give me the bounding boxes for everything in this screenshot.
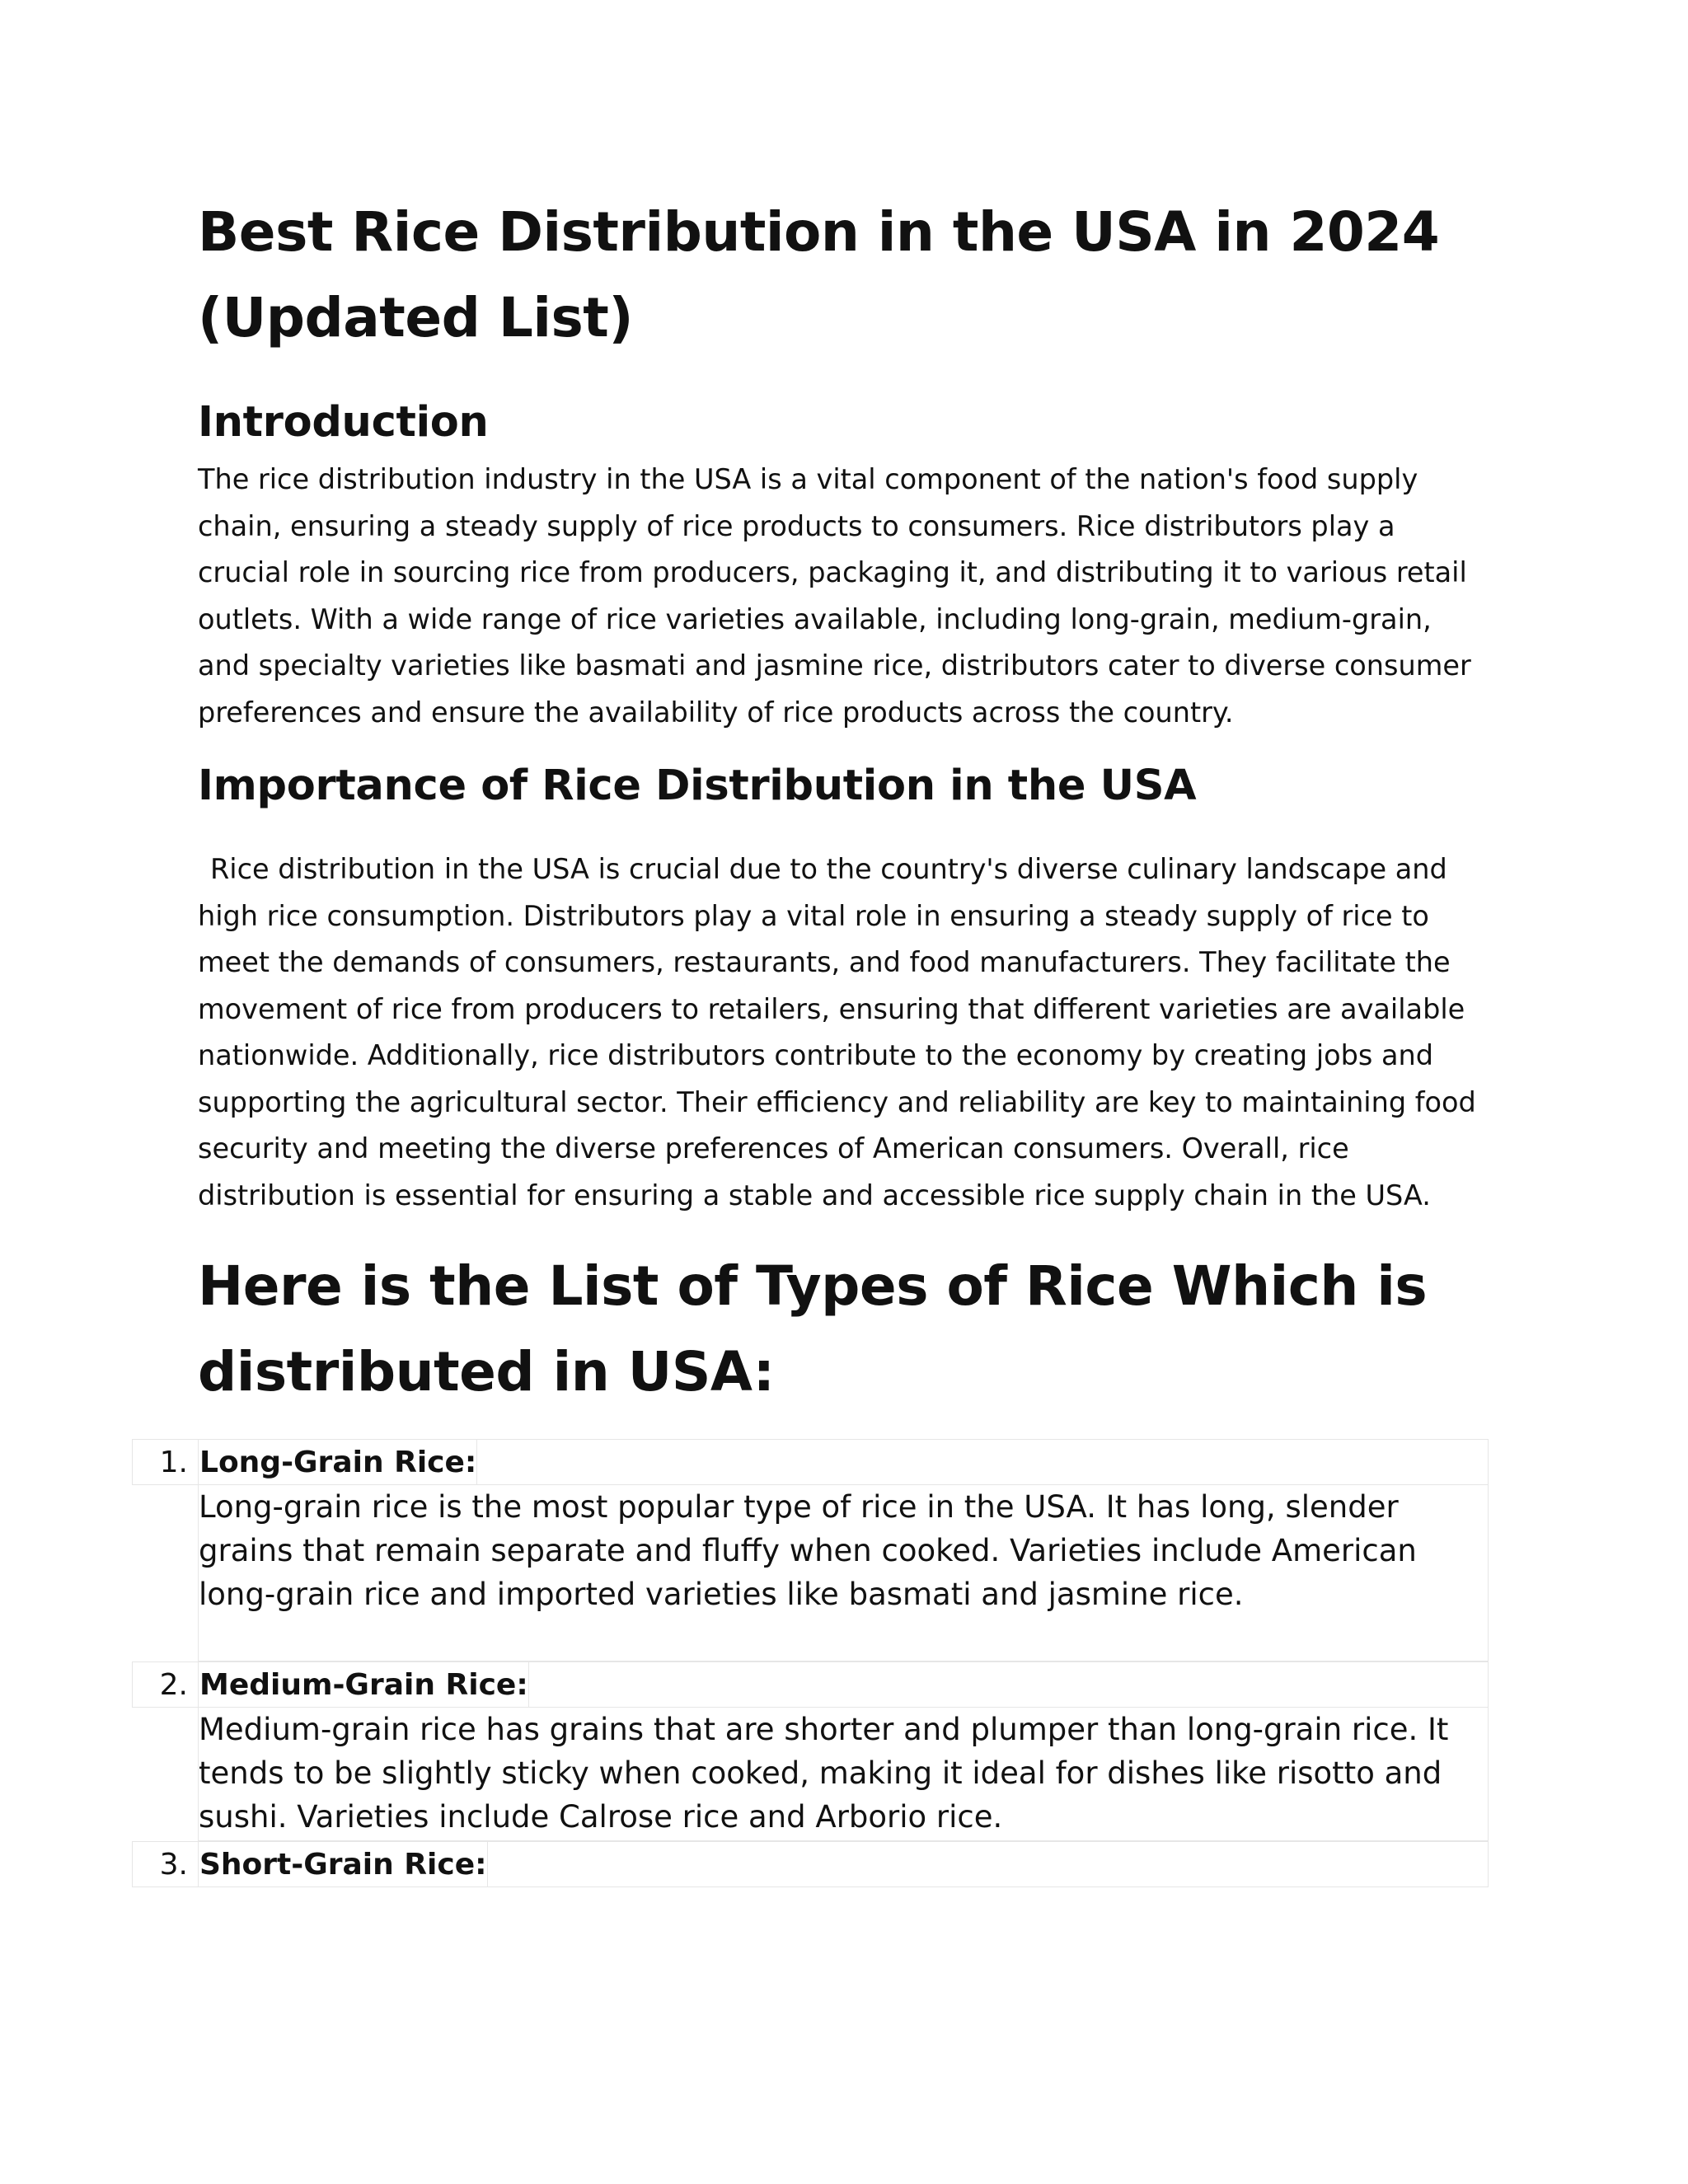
list-item-label: Long-Grain Rice: [198,1439,477,1485]
list-item-label: Short-Grain Rice: [198,1841,488,1887]
list-item-number: 3. [132,1841,198,1887]
list-item-label: Medium-Grain Rice: [198,1661,529,1708]
page-title: Best Rice Distribution in the USA in 2024 (Updated List) [198,200,1440,349]
list-heading: Here is the List of Types of Rice Which is distributed in USA: [198,1254,1428,1404]
rice-types-list [132,1439,1489,1887]
list-item-number: 2. [132,1661,198,1708]
list-item-text: Medium-grain rice has grains that are shorter and plumper than long-grain rice. It tends to be slightly sticky when cooked, making it ideal for dishes like risotto and sushi. Varieties include Calrose rice and Arborio rice. [198,1708,1489,1841]
list-item-number: 1. [132,1439,198,1485]
list-item-header [132,1841,1489,1887]
list-item-text: Long-grain rice is the most popular type of rice in the USA. It has long, slender grains that remain separate and fluffy when cooked. Varieties include American long-grain rice and imported varieties like basmati and jasmine rice. [198,1485,1489,1661]
list-item-header [132,1439,1489,1485]
importance-heading: Importance of Rice Distribution in the USA [198,762,1197,810]
importance-paragraph: Rice distribution in the USA is crucial due to the country's diverse culinary landscape and high rice consumption. Distributors play a vital role in ensuring a steady supply of rice to meet the demands of consumers, restaurants, and food manufacturers. They facilitate the movement of rice from producers to retailers, ensuring that different varieties are available nationwide. Additionally, rice distributors contribute to the economy by creating jobs and supporting the agricultural sector. Their efficiency and reliability are key to maintaining food security and meeting the diverse preferences of American consumers. Overall, rice distribution is essential for ensuring a stable and accessible rice supply chain in the USA. [198,853,1476,1212]
intro-paragraph: The rice distribution industry in the USA is a vital component of the nation's food supply chain, ensuring a steady supply of rice products to consumers. Rice distributors play a crucial role in sourcing rice from producers, packaging it, and distributing it to various retail outlets. With a wide range of rice varieties available, including long-grain, medium-grain, and specialty varieties like basmati and jasmine rice, distributors cater to diverse consumer preferences and ensure the availability of rice products across the country. [198,463,1471,729]
list-item-body [132,1708,1489,1841]
document-content [198,190,1484,1415]
list-item-body [132,1485,1489,1661]
intro-heading: Introduction [198,398,489,447]
list-item-header [132,1661,1489,1708]
